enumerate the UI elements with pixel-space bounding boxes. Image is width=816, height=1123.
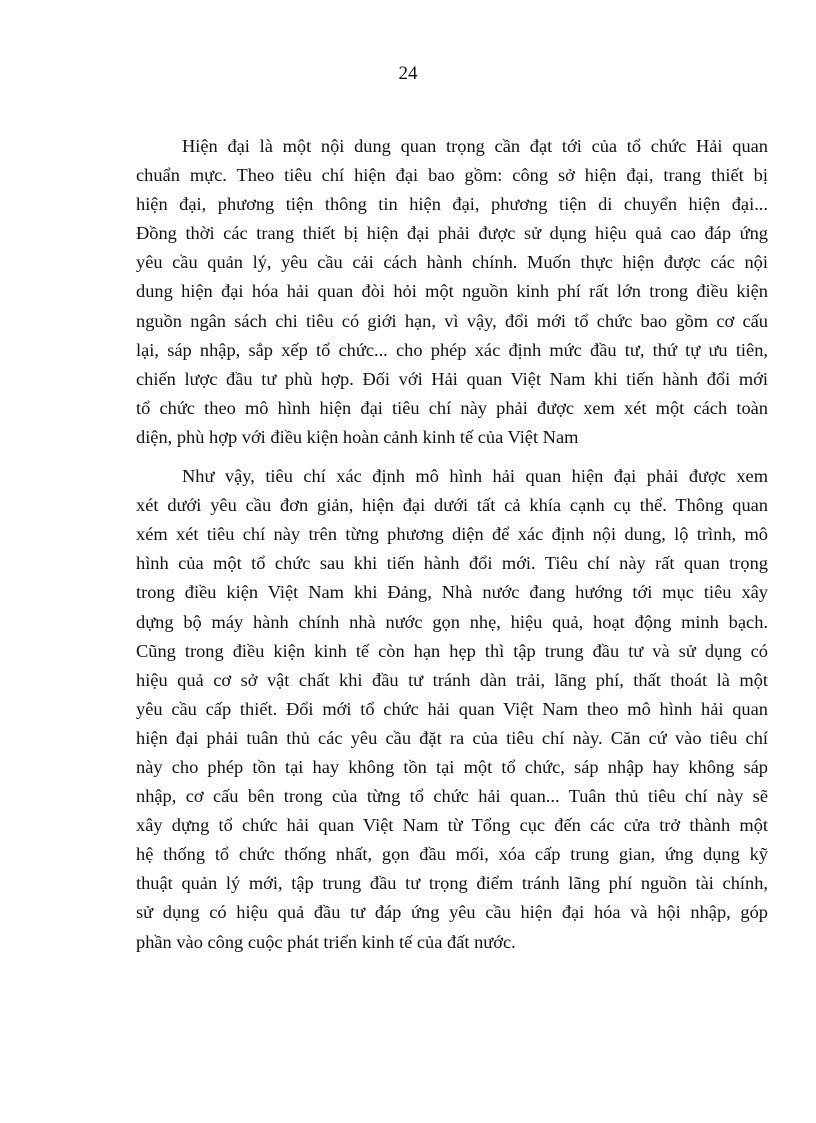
paragraph-line: hình của một tổ chức sau khi tiến hành đổi mới. Tiêu chí này rất quan trọng (136, 553, 768, 574)
paragraph-line: này cho phép tồn tại hay không tồn tại một tổ chức, sáp nhập hay không sáp (136, 756, 768, 777)
paragraph-line: sử dụng có hiệu quả đầu tư đáp ứng yêu cầu hiện đại hóa và hội nhập, góp (136, 902, 768, 923)
paragraph-line: hiện đại phải tuân thủ các yêu cầu đặt ra của tiêu chí này. Căn cứ vào tiêu chí (136, 727, 768, 748)
paragraph-line: dựng bộ máy hành chính nhà nước gọn nhẹ, hiệu quả, hoạt động minh bạch. (136, 611, 768, 632)
paragraph-line: trong điều kiện Việt Nam khi Đảng, Nhà nước đang hướng tới mục tiêu xây (136, 582, 768, 603)
body-text (136, 132, 768, 957)
paragraph-line: hiện đại, phương tiện thông tin hiện đại, phương tiện di chuyển hiện đại... (136, 194, 768, 215)
paragraph-line: xây dựng tổ chức hải quan Việt Nam từ Tổng cục đến các cửa trở thành một (136, 815, 768, 836)
paragraph-line: tổ chức theo mô hình hiện đại tiêu chí này phải được xem xét một cách toàn (136, 397, 768, 418)
paragraph-line: thuật quản lý mới, tập trung đầu tư trọng điểm tránh lãng phí nguồn tài chính, (136, 873, 768, 894)
paragraph-line: hệ thống tổ chức thống nhất, gọn đầu mối, xóa cấp trung gian, ứng dụng kỹ (136, 844, 768, 865)
paragraph-line: Cũng trong điều kiện kinh tế còn hạn hẹp thì tập trung đầu tư và sử dụng có (136, 640, 768, 661)
paragraph-line: hiệu quả cơ sở vật chất khi đầu tư tránh dàn trải, lãng phí, thất thoát là một (136, 669, 768, 690)
paragraph-line: phần vào công cuộc phát triển kinh tế của đất nước. (136, 931, 516, 952)
page-number: 24 (398, 63, 418, 84)
paragraph-line: yêu cầu cấp thiết. Đổi mới tổ chức hải quan Việt Nam theo mô hình hải quan (136, 698, 768, 719)
paragraph-line: yêu cầu quản lý, yêu cầu cải cách hành chính. Muốn thực hiện được các nội (136, 252, 768, 273)
paragraph-line: chiến lược đầu tư phù hợp. Đối với Hải quan Việt Nam khi tiến hành đổi mới (136, 368, 768, 389)
paragraph-line: nhập, cơ cấu bên trong của từng tổ chức hải quan... Tuân thủ tiêu chí này sẽ (136, 786, 768, 807)
paragraph-line: diện, phù hợp với điều kiện hoàn cảnh kinh tế của Việt Nam (136, 426, 579, 447)
paragraph-line: dung hiện đại hóa hải quan đòi hỏi một nguồn kinh phí rất lớn trong điều kiện (136, 281, 768, 302)
paragraph-line: nguồn ngân sách chi tiêu có giới hạn, vì vậy, đổi mới tổ chức bao gồm cơ cấu (136, 310, 768, 331)
paragraph-2 (136, 462, 768, 957)
paragraph-line: lại, sáp nhập, sắp xếp tổ chức... cho phép xác định mức đầu tư, thứ tự ưu tiên, (136, 339, 768, 360)
paragraph-line: xét dưới yêu cầu đơn giản, hiện đại dưới tất cả khía cạnh cụ thể. Thông quan (136, 495, 768, 516)
paragraph-1 (136, 132, 768, 452)
paragraph-line: chuẩn mực. Theo tiêu chí hiện đại bao gồm: công sở hiện đại, trang thiết bị (136, 165, 768, 186)
paragraph-line: Hiện đại là một nội dung quan trọng cần đạt tới của tổ chức Hải quan (182, 136, 768, 156)
paragraph-line: xém xét tiêu chí này trên từng phương diện để xác định nội dung, lộ trình, mô (136, 524, 768, 545)
paragraph-line: Đồng thời các trang thiết bị hiện đại phải được sử dụng hiệu quả cao đáp ứng (136, 223, 768, 244)
paragraph-line: Như vậy, tiêu chí xác định mô hình hải quan hiện đại phải được xem (182, 466, 768, 487)
